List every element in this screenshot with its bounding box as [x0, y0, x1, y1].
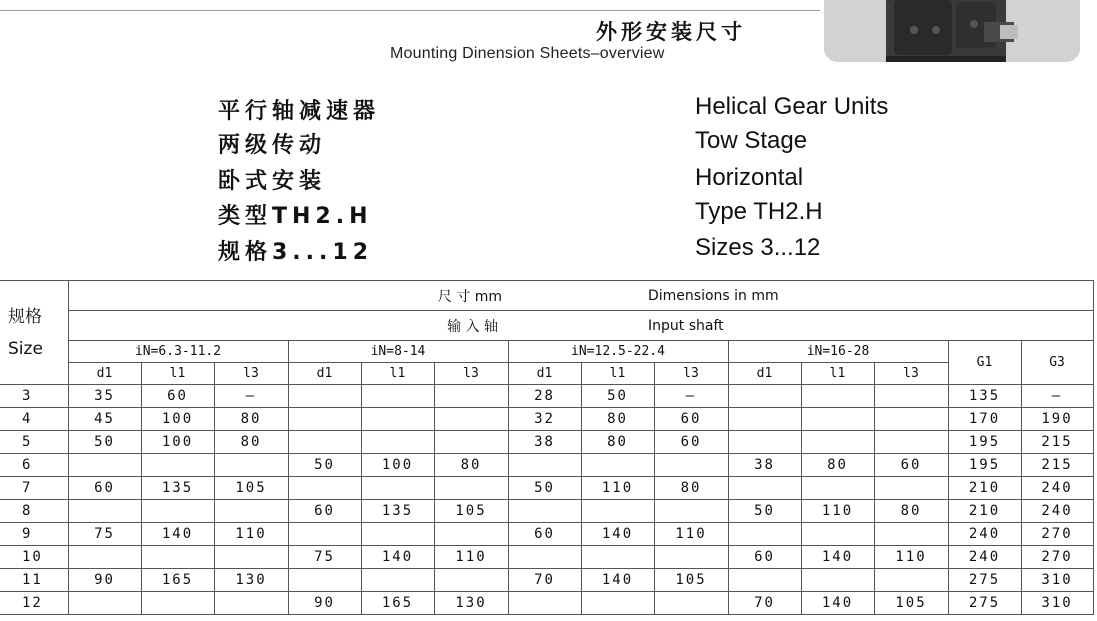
- table-cell: [728, 477, 801, 500]
- table-cell: 165: [361, 592, 434, 615]
- table-cell: 105: [654, 569, 728, 592]
- table-cell: 105: [434, 500, 508, 523]
- table-cell: 50: [728, 500, 801, 523]
- table-cell: [434, 408, 508, 431]
- table-cell: [361, 408, 434, 431]
- table-cell: 50: [68, 431, 141, 454]
- col-l1: l1: [361, 363, 434, 385]
- col-l1: l1: [581, 363, 654, 385]
- table-cell: [288, 569, 361, 592]
- table-cell: [654, 454, 728, 477]
- table-cell: 190: [1021, 408, 1093, 431]
- table-cell: 28: [508, 385, 581, 408]
- table-cell: [581, 592, 654, 615]
- table-cell: 140: [361, 546, 434, 569]
- table-cell: 60: [654, 408, 728, 431]
- col-l3: l3: [434, 363, 508, 385]
- table-cell: [581, 546, 654, 569]
- table-cell: 100: [141, 408, 214, 431]
- spec-cn-1: 两级传动: [218, 133, 327, 158]
- table-cell: [288, 523, 361, 546]
- header-row-subcols: [0, 363, 1093, 385]
- table-cell: 80: [581, 431, 654, 454]
- spec-en-2: Horizontal: [695, 164, 804, 191]
- table-cell: [801, 477, 874, 500]
- g3-header: G3: [1021, 341, 1093, 385]
- table-cell: [801, 523, 874, 546]
- table-cell: [68, 454, 141, 477]
- table-row: [0, 592, 1093, 615]
- table-cell: 38: [728, 454, 801, 477]
- table-cell: 60: [654, 431, 728, 454]
- spec-en-1: Tow Stage: [695, 127, 808, 154]
- table-cell: 140: [581, 523, 654, 546]
- ratio-group-3: iN=12.5-22.4: [508, 341, 728, 363]
- table-row: [0, 523, 1093, 546]
- table-cell: 140: [581, 569, 654, 592]
- table-cell: [508, 454, 581, 477]
- col-d1: d1: [508, 363, 581, 385]
- table-cell: [728, 408, 801, 431]
- table-row: [0, 500, 1093, 523]
- table-cell: [581, 500, 654, 523]
- table-cell: 140: [141, 523, 214, 546]
- table-cell: 240: [1021, 477, 1093, 500]
- table-cell: 105: [214, 477, 288, 500]
- table-cell: 60: [508, 523, 581, 546]
- table-cell: 195: [948, 454, 1021, 477]
- col-l3: l3: [654, 363, 728, 385]
- table-cell: [288, 477, 361, 500]
- table-row: [0, 431, 1093, 454]
- table-cell: [801, 569, 874, 592]
- table-cell: 80: [874, 500, 948, 523]
- table-cell: 110: [801, 500, 874, 523]
- table-cell: 140: [801, 546, 874, 569]
- table-cell: [874, 477, 948, 500]
- table-cell: 215: [1021, 454, 1093, 477]
- table-cell: [801, 408, 874, 431]
- col-l3: l3: [874, 363, 948, 385]
- size-cell: 10: [0, 546, 68, 569]
- table-cell: [654, 500, 728, 523]
- col-d1: d1: [288, 363, 361, 385]
- spec-cn-0: 平行轴减速器: [218, 99, 381, 124]
- table-cell: 240: [1021, 500, 1093, 523]
- table-cell: 135: [141, 477, 214, 500]
- dimensions-cn: 尺 寸 mm: [68, 281, 508, 311]
- table-cell: 110: [654, 523, 728, 546]
- spec-cn-2: 卧式安装: [218, 169, 327, 194]
- spec-en-0: Helical Gear Units: [695, 93, 889, 120]
- table-cell: [801, 431, 874, 454]
- spec-cn-3: 类型TH2.H: [218, 204, 373, 229]
- table-cell: 60: [141, 385, 214, 408]
- table-cell: [728, 385, 801, 408]
- size-cell: 3: [0, 385, 68, 408]
- table-cell: [141, 592, 214, 615]
- table-cell: 270: [1021, 546, 1093, 569]
- header-row-dimensions: [0, 281, 1093, 311]
- table-cell: 110: [581, 477, 654, 500]
- table-cell: 275: [948, 569, 1021, 592]
- table-row: [0, 385, 1093, 408]
- table-cell: 130: [214, 569, 288, 592]
- table-cell: 80: [581, 408, 654, 431]
- table-cell: 130: [434, 592, 508, 615]
- table-cell: [434, 523, 508, 546]
- table-cell: [874, 569, 948, 592]
- table-cell: 195: [948, 431, 1021, 454]
- table-cell: [654, 546, 728, 569]
- table-cell: 105: [874, 592, 948, 615]
- table-cell: 310: [1021, 592, 1093, 615]
- col-l1: l1: [801, 363, 874, 385]
- col-d1: d1: [728, 363, 801, 385]
- table-cell: –: [654, 385, 728, 408]
- table-cell: [141, 500, 214, 523]
- table-cell: [728, 431, 801, 454]
- table-cell: 60: [728, 546, 801, 569]
- size-cell: 9: [0, 523, 68, 546]
- col-l3: l3: [214, 363, 288, 385]
- page-title-en: Mounting Dinension Sheets–overview: [390, 45, 665, 62]
- page-title-cn: 外形安装尺寸: [596, 20, 746, 44]
- table-cell: [288, 385, 361, 408]
- input-shaft-en: Input shaft: [508, 311, 1093, 341]
- table-row: [0, 569, 1093, 592]
- header-row-shaft: [0, 311, 1093, 341]
- table-cell: 310: [1021, 569, 1093, 592]
- col-l1: l1: [141, 363, 214, 385]
- size-label-cn: 规格: [8, 306, 42, 327]
- table-row: [0, 408, 1093, 431]
- table-cell: [874, 431, 948, 454]
- table-cell: 50: [581, 385, 654, 408]
- table-cell: [361, 477, 434, 500]
- table-cell: [68, 546, 141, 569]
- table-cell: 60: [874, 454, 948, 477]
- table-cell: 70: [728, 592, 801, 615]
- table-cell: [728, 569, 801, 592]
- table-cell: 32: [508, 408, 581, 431]
- table-cell: [214, 454, 288, 477]
- input-shaft-cn: 输 入 轴: [68, 311, 508, 341]
- table-row: [0, 454, 1093, 477]
- table-cell: [728, 523, 801, 546]
- gear-unit-photo: [824, 0, 1080, 62]
- table-cell: 90: [68, 569, 141, 592]
- table-cell: 100: [361, 454, 434, 477]
- table-cell: 80: [214, 408, 288, 431]
- table-cell: 110: [214, 523, 288, 546]
- table-cell: 170: [948, 408, 1021, 431]
- table-cell: 165: [141, 569, 214, 592]
- table-cell: 38: [508, 431, 581, 454]
- top-rule: [0, 10, 820, 11]
- table-cell: 70: [508, 569, 581, 592]
- table-cell: 80: [654, 477, 728, 500]
- table-cell: [361, 523, 434, 546]
- table-cell: 50: [508, 477, 581, 500]
- size-cell: 6: [0, 454, 68, 477]
- table-cell: [288, 431, 361, 454]
- table-cell: [874, 385, 948, 408]
- table-cell: 240: [948, 546, 1021, 569]
- table-cell: 135: [948, 385, 1021, 408]
- table-cell: [361, 385, 434, 408]
- table-cell: 75: [288, 546, 361, 569]
- col-d1: d1: [68, 363, 141, 385]
- table-cell: 45: [68, 408, 141, 431]
- size-cell: 4: [0, 408, 68, 431]
- table-cell: 60: [288, 500, 361, 523]
- spec-cn-4: 规格3...12: [218, 240, 373, 265]
- table-cell: [434, 431, 508, 454]
- table-cell: [434, 569, 508, 592]
- table-cell: 35: [68, 385, 141, 408]
- table-cell: [288, 408, 361, 431]
- table-cell: [874, 523, 948, 546]
- table-row: [0, 546, 1093, 569]
- table-cell: [874, 408, 948, 431]
- table-cell: [68, 592, 141, 615]
- ratio-group-4: iN=16-28: [728, 341, 948, 363]
- table-cell: [801, 385, 874, 408]
- table-cell: [68, 500, 141, 523]
- table-cell: [508, 500, 581, 523]
- table-cell: 80: [434, 454, 508, 477]
- size-cell: 11: [0, 569, 68, 592]
- table-cell: [508, 546, 581, 569]
- ratio-group-2: iN=8-14: [288, 341, 508, 363]
- table-cell: 270: [1021, 523, 1093, 546]
- table-cell: [214, 592, 288, 615]
- table-cell: [214, 500, 288, 523]
- table-cell: [141, 546, 214, 569]
- table-cell: 210: [948, 477, 1021, 500]
- table-cell: 110: [874, 546, 948, 569]
- size-header: [0, 281, 68, 385]
- table-cell: [508, 592, 581, 615]
- table-cell: 80: [801, 454, 874, 477]
- table-cell: [581, 454, 654, 477]
- table-cell: –: [214, 385, 288, 408]
- table-cell: [434, 477, 508, 500]
- table-cell: [361, 431, 434, 454]
- spec-en-4: Sizes 3...12: [695, 234, 821, 261]
- size-cell: 5: [0, 431, 68, 454]
- table-cell: [654, 592, 728, 615]
- table-cell: 275: [948, 592, 1021, 615]
- size-label-en: Size: [8, 338, 43, 359]
- header-row-ratios: [0, 341, 1093, 363]
- ratio-group-1: iN=6.3-11.2: [68, 341, 288, 363]
- table-row: [0, 477, 1093, 500]
- table-cell: 90: [288, 592, 361, 615]
- table-cell: 240: [948, 523, 1021, 546]
- table-cell: 60: [68, 477, 141, 500]
- table-cell: 75: [68, 523, 141, 546]
- table-cell: 135: [361, 500, 434, 523]
- table-cell: –: [1021, 385, 1093, 408]
- table-cell: 140: [801, 592, 874, 615]
- dimension-table: [0, 280, 1094, 615]
- table-cell: 100: [141, 431, 214, 454]
- g1-header: G1: [948, 341, 1021, 385]
- table-cell: [214, 546, 288, 569]
- spec-en-3: Type TH2.H: [695, 198, 823, 225]
- table-cell: 210: [948, 500, 1021, 523]
- table-body: [0, 385, 1093, 615]
- table-cell: 110: [434, 546, 508, 569]
- table-cell: 80: [214, 431, 288, 454]
- table-cell: 50: [288, 454, 361, 477]
- table-cell: [434, 385, 508, 408]
- dimensions-en: Dimensions in mm: [508, 281, 1093, 311]
- size-cell: 8: [0, 500, 68, 523]
- table-cell: [361, 569, 434, 592]
- size-cell: 12: [0, 592, 68, 615]
- table-cell: 215: [1021, 431, 1093, 454]
- table-cell: [141, 454, 214, 477]
- size-cell: 7: [0, 477, 68, 500]
